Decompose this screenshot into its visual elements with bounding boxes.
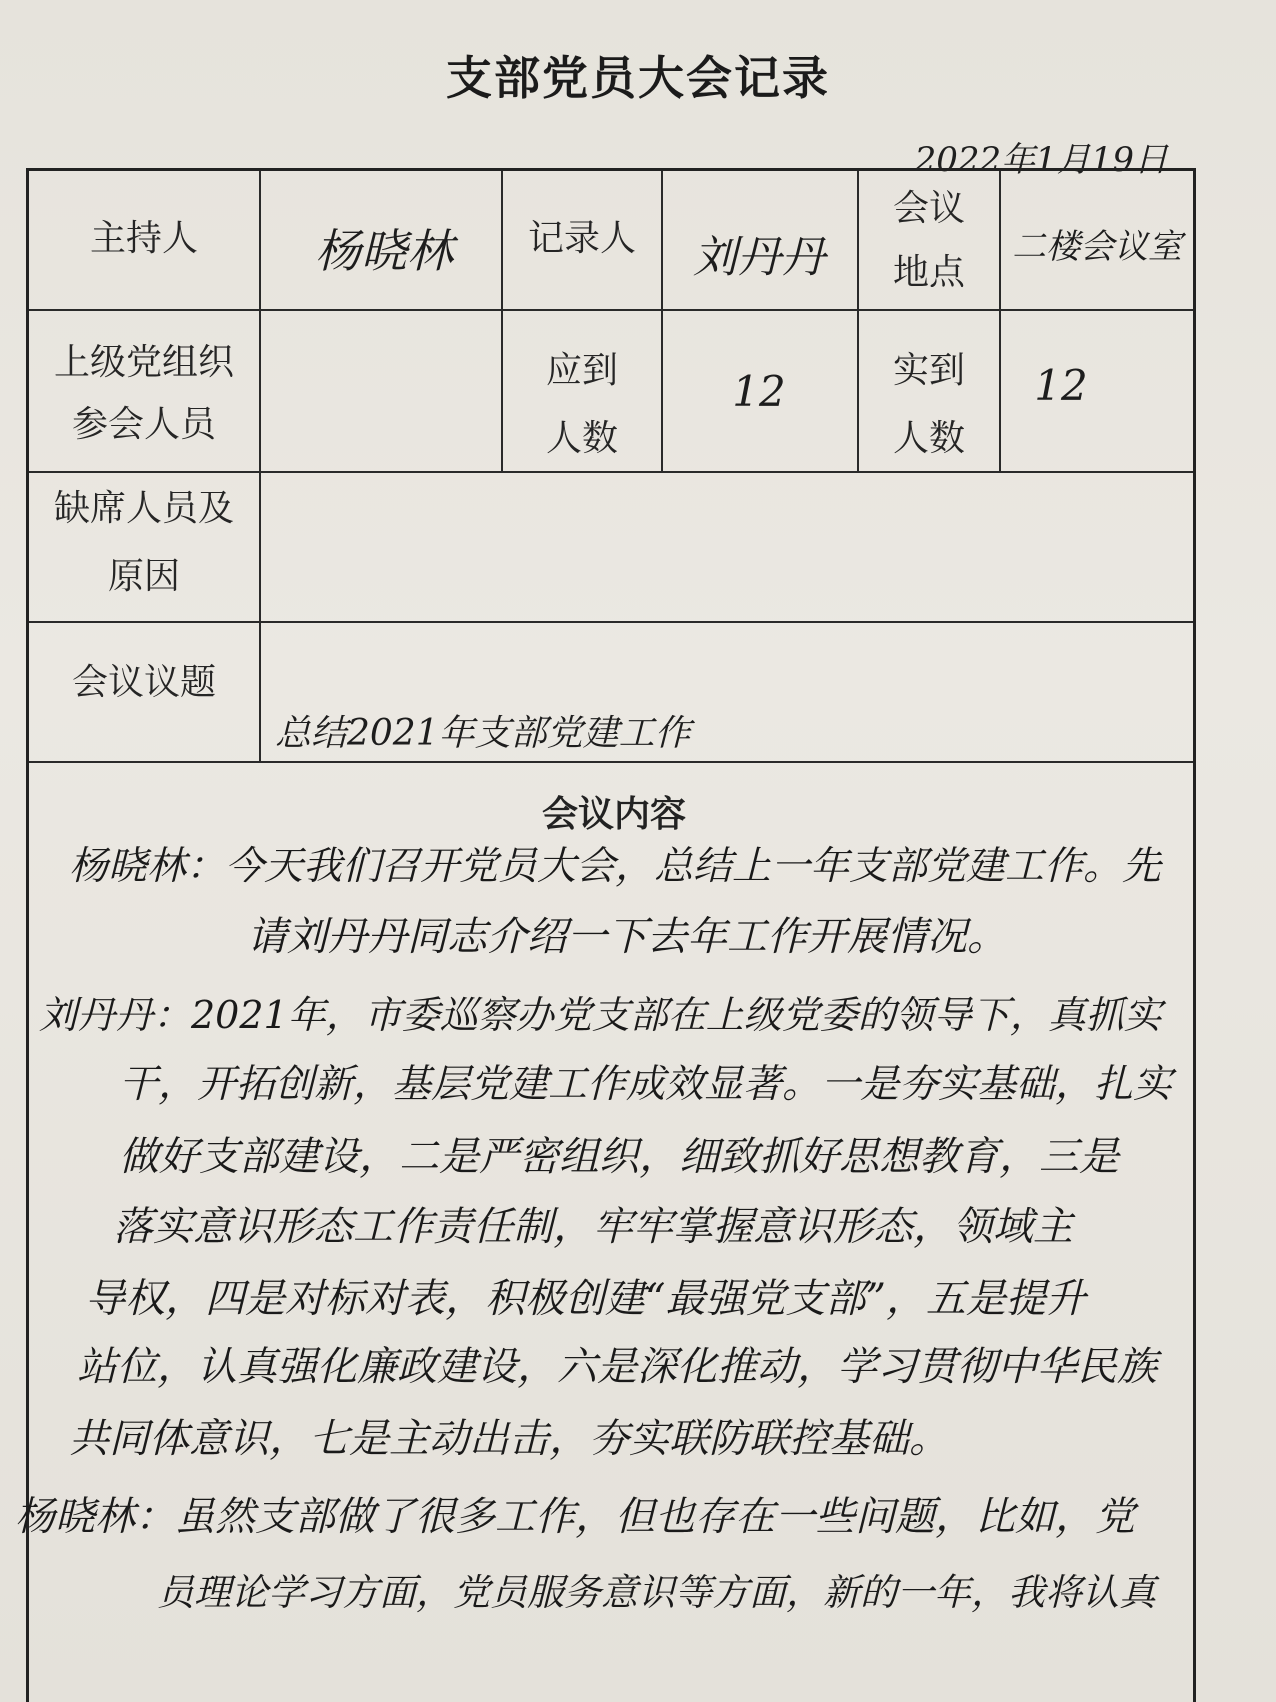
recorder-label: 记录人 (527, 218, 636, 259)
row-divider (29, 309, 1193, 311)
actual-label-1: 实到 (892, 350, 965, 391)
topic-label: 会议议题 (71, 662, 216, 703)
column-divider (259, 171, 261, 761)
superior-label-2: 参会人员 (71, 404, 216, 445)
content-line: 杨晓林：今天我们召开党员大会，总结上一年支部党建工作。先 (69, 844, 1162, 889)
absent-label-2: 原因 (107, 556, 180, 597)
actual-label-2: 人数 (892, 418, 965, 459)
column-divider (999, 171, 1001, 471)
content-line: 请刘丹丹同志介绍一下去年工作开展情况。 (247, 914, 1007, 960)
topic-value: 总结2021年支部党建工作 (275, 713, 691, 754)
content-line: 做好支部建设，二是严密组织，细致抓好思想教育，三是 (119, 1134, 1119, 1180)
host-value: 杨晓林 (315, 224, 453, 278)
absent-label-1: 缺席人员及 (53, 488, 234, 529)
row-divider (29, 761, 1193, 763)
page-title: 支部党员大会记录 (446, 51, 830, 105)
place-label-1: 会议 (892, 188, 965, 229)
content-line: 刘丹丹：2021年，市委巡察办党支部在上级党委的领导下，真抓实 (39, 993, 1162, 1037)
row-divider (29, 621, 1193, 623)
content-line: 共同体意识，七是主动出击，夯实联防联控基础。 (69, 1416, 949, 1462)
column-divider (661, 171, 663, 471)
content-line: 干，开拓创新，基层党建工作成效显著。一是夯实基础，扎实 (119, 1062, 1173, 1107)
place-label-2: 地点 (892, 252, 965, 293)
content-line: 员理论学习方面，党员服务意识等方面，新的一年，我将认真 (157, 1571, 1156, 1614)
recorder-value: 刘丹丹 (693, 232, 825, 283)
row-divider (29, 471, 1193, 473)
expected-value: 12 (732, 367, 786, 416)
content-heading: 会议内容 (541, 794, 686, 835)
content-line: 落实意识形态工作责任制，牢牢掌握意识形态，领域主 (113, 1204, 1073, 1250)
content-line: 导权，四是对标对表，积极创建“最强党支部”，五是提升 (85, 1276, 1086, 1322)
host-label: 主持人 (89, 218, 198, 259)
content-line: 站位，认真强化廉政建设，六是深化推动，学习贯彻中华民族 (77, 1344, 1157, 1390)
record-form (15, 168, 1196, 1702)
place-value: 二楼会议室 (1012, 227, 1182, 267)
actual-value: 12 (1034, 361, 1088, 410)
expected-label-2: 人数 (545, 418, 618, 459)
expected-label-1: 应到 (545, 350, 618, 391)
content-line: 杨晓林：虽然支部做了很多工作，但也存在一些问题，比如，党 (15, 1494, 1135, 1540)
record-date: 2022年1月19日 (914, 140, 1168, 180)
superior-label-1: 上级党组织 (53, 342, 234, 383)
